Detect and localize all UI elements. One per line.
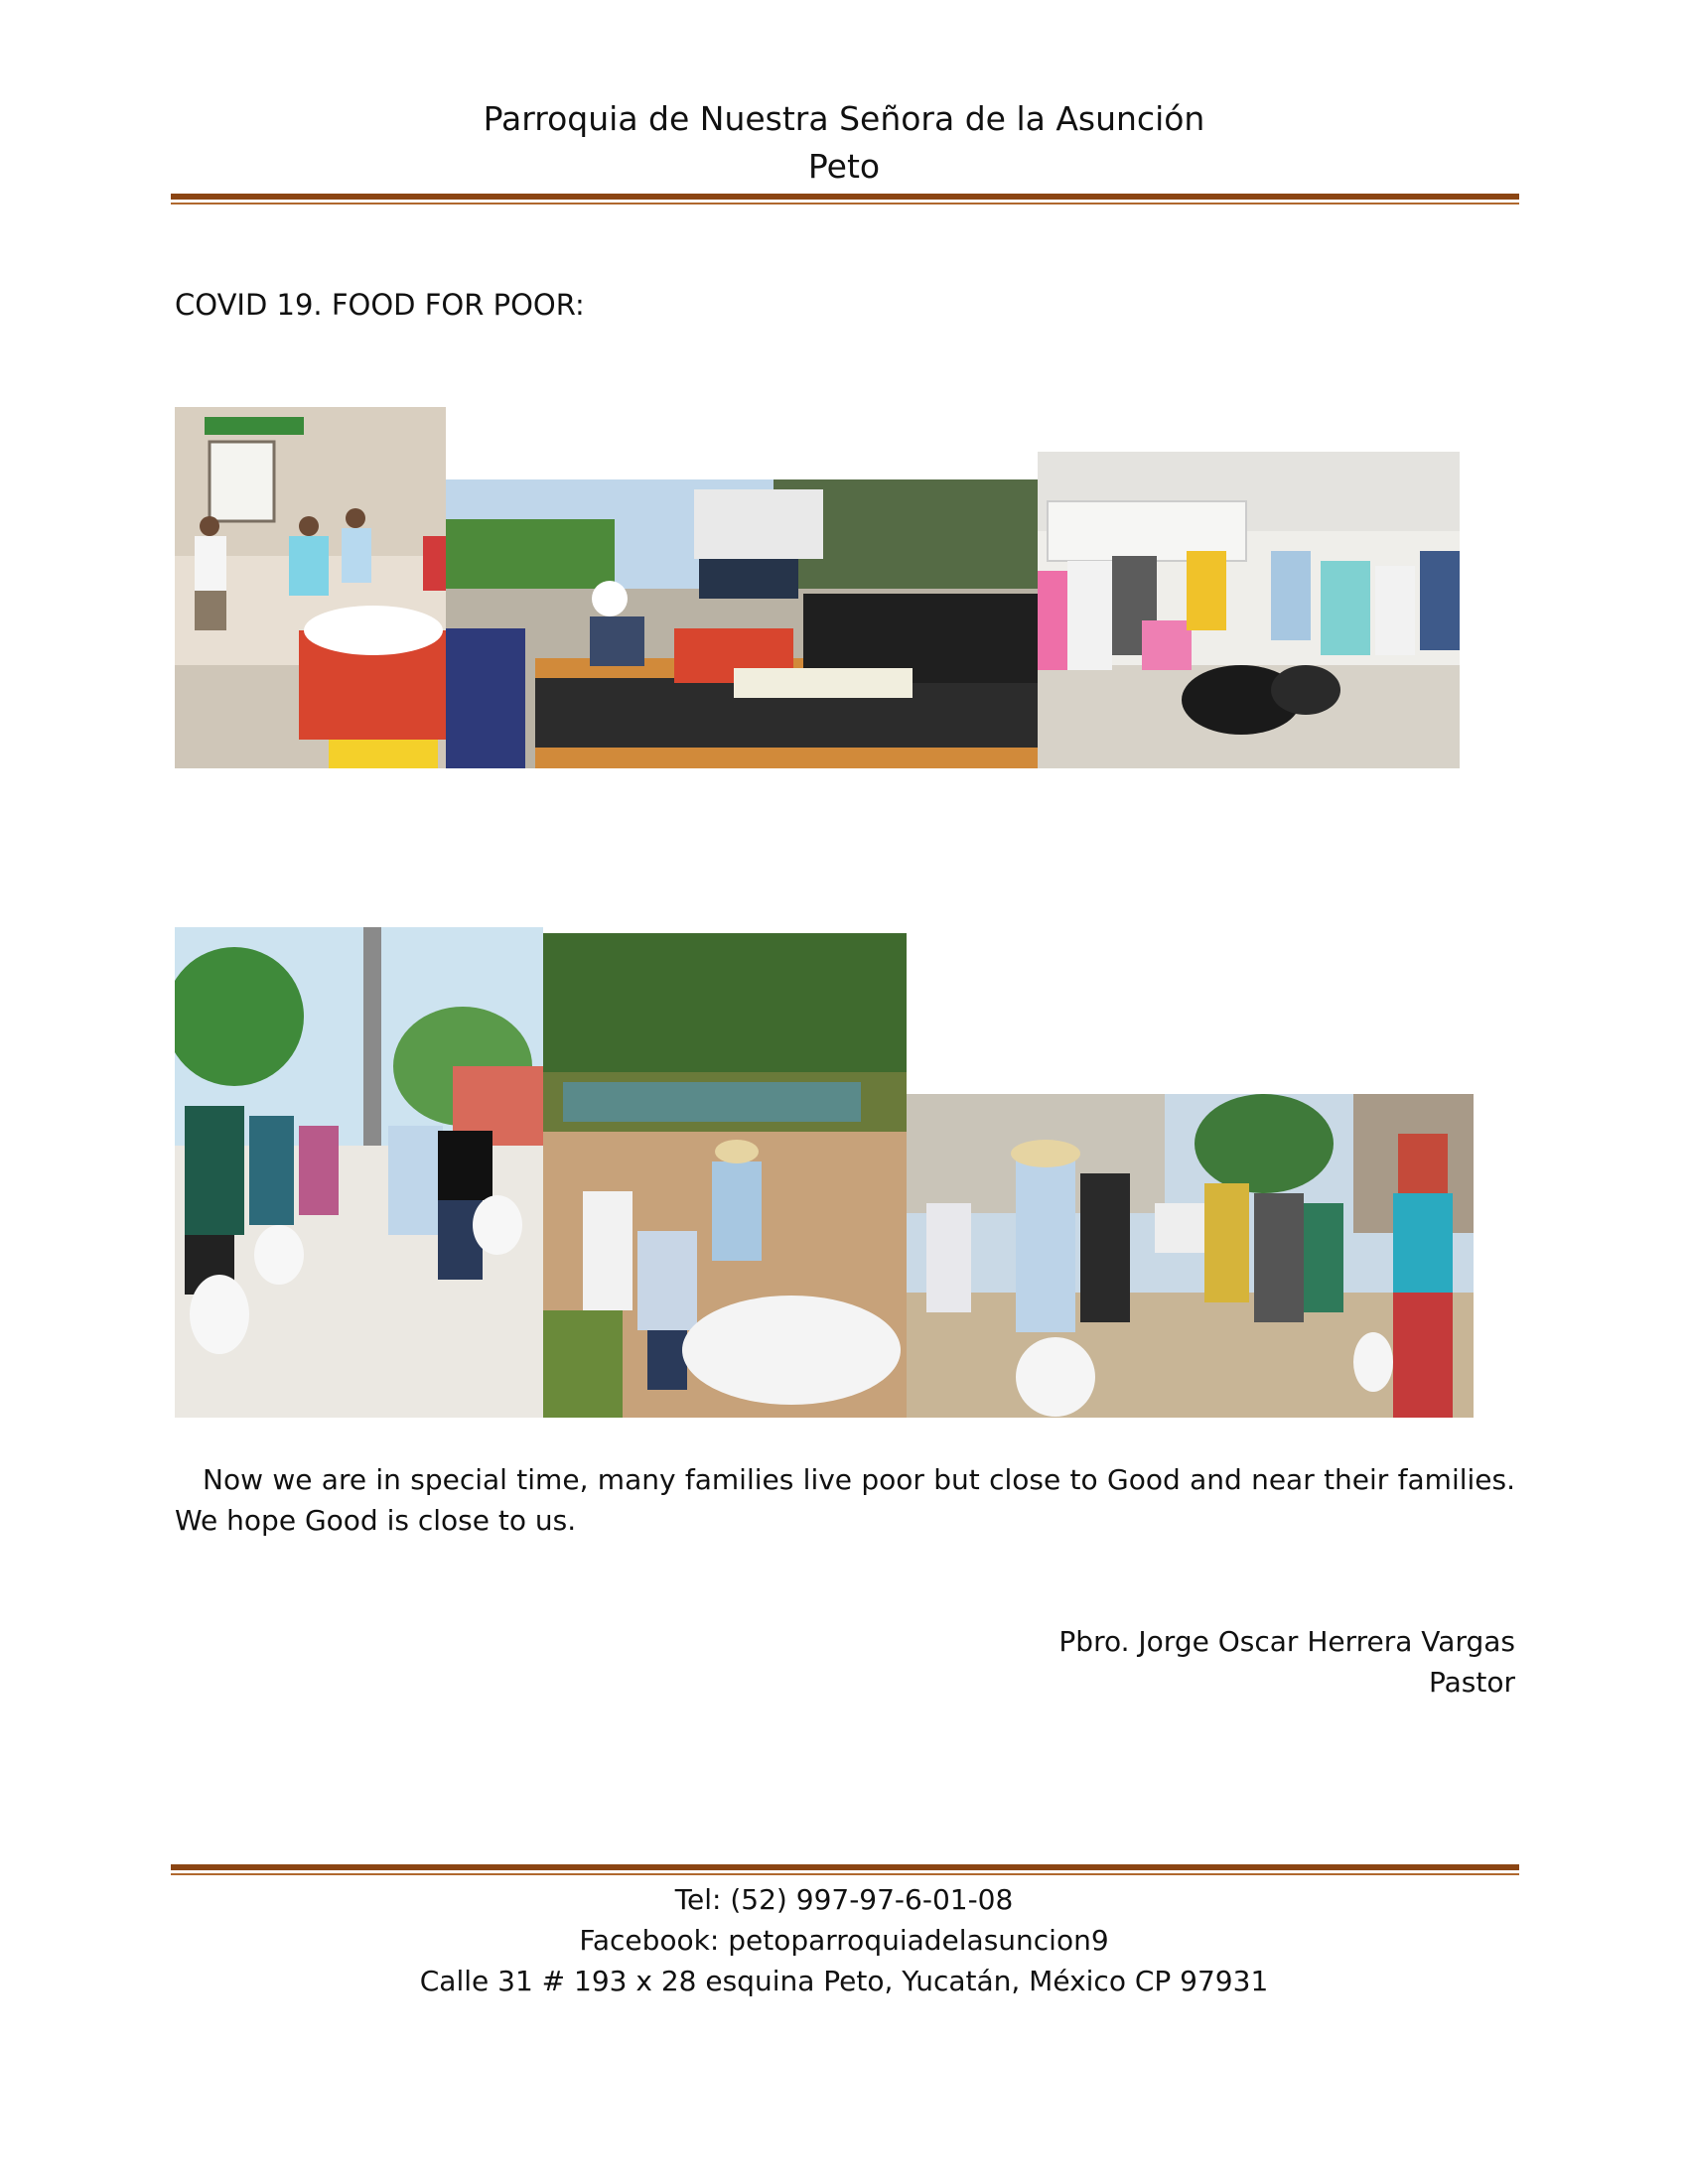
photo-street-bag-handout <box>175 927 543 1418</box>
body-paragraph-text: Now we are in special time, many families live poor but close to Good and near their families. We hope Good is close to us. <box>175 1463 1515 1537</box>
photo-food-containers-room <box>175 407 446 768</box>
photo-community-bags <box>907 1094 1474 1418</box>
signature-block <box>1058 1621 1515 1703</box>
footer-address: Calle 31 # 193 x 28 esquina Peto, Yucatán, México CP 97931 <box>419 1965 1269 1997</box>
photo-group-with-bags <box>1038 452 1460 768</box>
body-paragraph <box>175 1459 1515 1541</box>
page-header <box>0 95 1688 191</box>
section-heading: COVID 19. FOOD FOR POOR: <box>175 288 585 322</box>
footer-facebook: Facebook: petoparroquiadelasuncion9 <box>579 1924 1109 1957</box>
signature-title: Pastor <box>1429 1666 1515 1699</box>
parish-name: Parroquia de Nuestra Señora de la Asunción <box>483 99 1205 138</box>
photo-truck-distribution <box>446 479 1038 768</box>
photo-field-crowd <box>543 933 907 1418</box>
header-divider <box>171 194 1519 205</box>
parish-town: Peto <box>807 147 881 186</box>
footer-phone: Tel: (52) 997-97-6-01-08 <box>674 1883 1014 1916</box>
page-footer <box>0 1879 1688 2001</box>
footer-divider <box>171 1864 1519 1875</box>
signature-name: Pbro. Jorge Oscar Herrera Vargas <box>1058 1625 1515 1658</box>
